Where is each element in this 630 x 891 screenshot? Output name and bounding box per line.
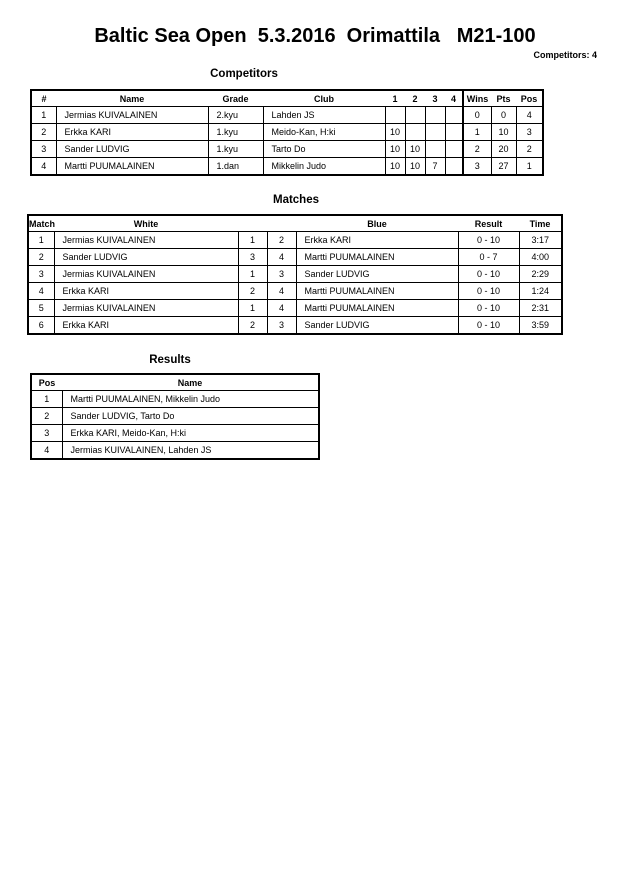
cell-match-num: 2 <box>28 249 54 266</box>
col-round-1: 1 <box>385 90 405 107</box>
cell-match-num: 6 <box>28 317 54 335</box>
cell-score-4 <box>445 124 463 141</box>
cell-result: 0 - 10 <box>458 232 519 249</box>
col-result: Result <box>458 215 519 232</box>
cell-name: Sander LUDVIG <box>56 141 208 158</box>
cell-white-num: 2 <box>238 317 267 335</box>
cell-result: 0 - 10 <box>458 266 519 283</box>
table-row <box>31 107 543 124</box>
cell-blue-num: 4 <box>267 249 296 266</box>
cell-pos: 3 <box>31 425 62 442</box>
cell-blue-num: 3 <box>267 317 296 335</box>
cell-blue-name: Erkka KARI <box>296 232 458 249</box>
competitors-heading: Competitors <box>210 68 278 80</box>
col-grade: Grade <box>208 90 263 107</box>
cell-wins: 0 <box>463 107 491 124</box>
cell-result: 0 - 10 <box>458 300 519 317</box>
cell-blue-name: Sander LUDVIG <box>296 266 458 283</box>
col-wins: Wins <box>463 90 491 107</box>
col-club: Club <box>263 90 385 107</box>
cell-score-2: 10 <box>405 141 425 158</box>
table-row <box>31 158 543 176</box>
col-blue: Blue <box>296 215 458 232</box>
cell-blue-num: 4 <box>267 300 296 317</box>
cell-score-3: 7 <box>425 158 445 176</box>
cell-white-num: 1 <box>238 266 267 283</box>
cell-time: 2:31 <box>519 300 562 317</box>
cell-blue-num: 3 <box>267 266 296 283</box>
cell-num: 3 <box>31 141 56 158</box>
page-title: Baltic Sea Open 5.3.2016 Orimattila M21-100 <box>94 25 536 47</box>
cell-time: 4:00 <box>519 249 562 266</box>
cell-score-3 <box>425 124 445 141</box>
cell-blue-name: Martti PUUMALAINEN <box>296 300 458 317</box>
cell-pos: 2 <box>31 408 62 425</box>
cell-grade: 2.kyu <box>208 107 263 124</box>
cell-wins: 2 <box>463 141 491 158</box>
cell-time: 2:29 <box>519 266 562 283</box>
table-row <box>28 300 562 317</box>
col-pos: Pos <box>31 374 62 391</box>
cell-num: 1 <box>31 107 56 124</box>
table-row <box>28 249 562 266</box>
cell-score-2 <box>405 124 425 141</box>
cell-name: Jermias KUIVALAINEN, Lahden JS <box>62 442 319 460</box>
cell-score-1: 10 <box>385 124 405 141</box>
table-row <box>31 408 319 425</box>
cell-white-num: 2 <box>238 283 267 300</box>
cell-pos: 1 <box>516 158 543 176</box>
cell-white-num: 1 <box>238 300 267 317</box>
cell-num: 4 <box>31 158 56 176</box>
cell-white-num: 1 <box>238 232 267 249</box>
col-time: Time <box>519 215 562 232</box>
cell-grade: 1.kyu <box>208 124 263 141</box>
table-row <box>28 283 562 300</box>
table-row <box>28 317 562 335</box>
cell-time: 3:59 <box>519 317 562 335</box>
cell-score-1: 10 <box>385 141 405 158</box>
cell-pos: 1 <box>31 391 62 408</box>
cell-pos: 4 <box>31 442 62 460</box>
cell-time: 1:24 <box>519 283 562 300</box>
cell-pts: 20 <box>491 141 516 158</box>
cell-white-name: Jermias KUIVALAINEN <box>54 300 238 317</box>
cell-score-4 <box>445 158 463 176</box>
cell-name: Sander LUDVIG, Tarto Do <box>62 408 319 425</box>
col-blue-num <box>267 215 296 232</box>
cell-time: 3:17 <box>519 232 562 249</box>
cell-white-name: Jermias KUIVALAINEN <box>54 266 238 283</box>
competitors-header-row <box>31 90 543 107</box>
cell-wins: 1 <box>463 124 491 141</box>
cell-score-4 <box>445 141 463 158</box>
cell-blue-name: Martti PUUMALAINEN <box>296 283 458 300</box>
table-row <box>31 425 319 442</box>
col-pts: Pts <box>491 90 516 107</box>
results-heading: Results <box>149 354 191 366</box>
table-row <box>31 141 543 158</box>
table-row <box>31 442 319 460</box>
cell-pos: 3 <box>516 124 543 141</box>
col-white: White <box>54 215 238 232</box>
cell-white-name: Erkka KARI <box>54 283 238 300</box>
cell-score-1 <box>385 107 405 124</box>
cell-score-3 <box>425 141 445 158</box>
cell-name: Martti PUUMALAINEN <box>56 158 208 176</box>
cell-pts: 10 <box>491 124 516 141</box>
cell-pts: 0 <box>491 107 516 124</box>
results-table <box>30 373 320 460</box>
cell-grade: 1.kyu <box>208 141 263 158</box>
competitors-count: Competitors: 4 <box>533 50 597 60</box>
cell-grade: 1.dan <box>208 158 263 176</box>
col-num: # <box>31 90 56 107</box>
cell-pos: 2 <box>516 141 543 158</box>
cell-club: Mikkelin Judo <box>263 158 385 176</box>
table-row <box>31 391 319 408</box>
cell-blue-num: 2 <box>267 232 296 249</box>
cell-result: 0 - 10 <box>458 283 519 300</box>
col-round-3: 3 <box>425 90 445 107</box>
col-white-num <box>238 215 267 232</box>
cell-white-name: Erkka KARI <box>54 317 238 335</box>
cell-white-num: 3 <box>238 249 267 266</box>
matches-table <box>27 214 563 335</box>
cell-score-3 <box>425 107 445 124</box>
cell-blue-num: 4 <box>267 283 296 300</box>
cell-match-num: 4 <box>28 283 54 300</box>
table-row <box>28 232 562 249</box>
cell-name: Martti PUUMALAINEN, Mikkelin Judo <box>62 391 319 408</box>
col-name: Name <box>62 374 319 391</box>
cell-club: Meido-Kan, H:ki <box>263 124 385 141</box>
cell-club: Tarto Do <box>263 141 385 158</box>
col-pos: Pos <box>516 90 543 107</box>
cell-score-1: 10 <box>385 158 405 176</box>
cell-match-num: 3 <box>28 266 54 283</box>
cell-wins: 3 <box>463 158 491 176</box>
cell-result: 0 - 10 <box>458 317 519 335</box>
cell-num: 2 <box>31 124 56 141</box>
col-name: Name <box>56 90 208 107</box>
col-match: Match <box>28 215 54 232</box>
cell-pts: 27 <box>491 158 516 176</box>
table-row <box>28 266 562 283</box>
cell-match-num: 1 <box>28 232 54 249</box>
cell-white-name: Jermias KUIVALAINEN <box>54 232 238 249</box>
cell-result: 0 - 7 <box>458 249 519 266</box>
cell-club: Lahden JS <box>263 107 385 124</box>
cell-score-4 <box>445 107 463 124</box>
cell-name: Erkka KARI <box>56 124 208 141</box>
results-header-row <box>31 374 319 391</box>
cell-blue-name: Sander LUDVIG <box>296 317 458 335</box>
cell-name: Jermias KUIVALAINEN <box>56 107 208 124</box>
matches-heading: Matches <box>272 194 320 206</box>
cell-score-2 <box>405 107 425 124</box>
table-row <box>31 124 543 141</box>
cell-match-num: 5 <box>28 300 54 317</box>
cell-white-name: Sander LUDVIG <box>54 249 238 266</box>
cell-name: Erkka KARI, Meido-Kan, H:ki <box>62 425 319 442</box>
cell-blue-name: Martti PUUMALAINEN <box>296 249 458 266</box>
matches-header-row <box>28 215 562 232</box>
cell-score-2: 10 <box>405 158 425 176</box>
cell-pos: 4 <box>516 107 543 124</box>
competitors-table <box>30 89 544 176</box>
col-round-4: 4 <box>445 90 463 107</box>
col-round-2: 2 <box>405 90 425 107</box>
